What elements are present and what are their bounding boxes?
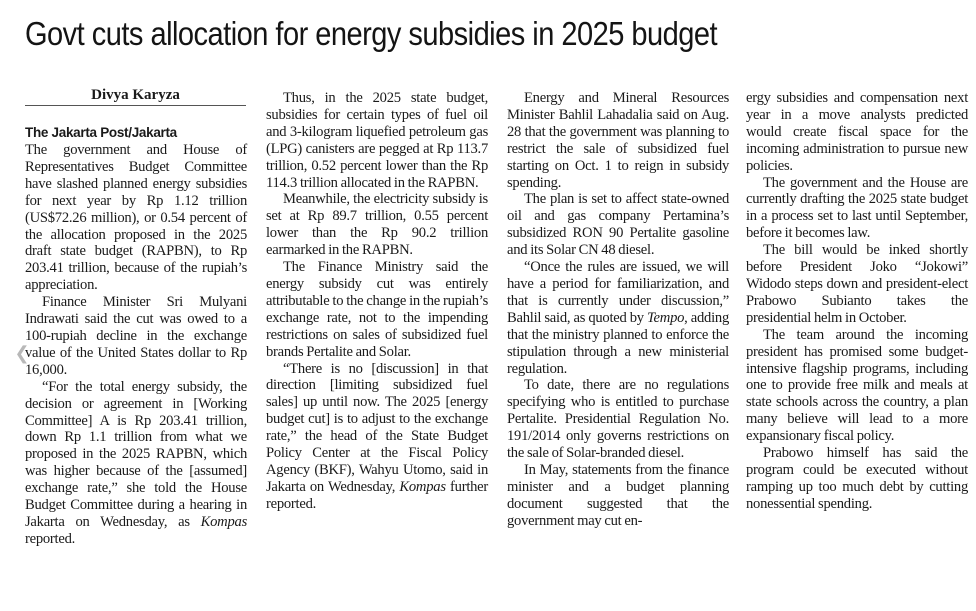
- byline-author: Divya Karyza: [91, 87, 180, 103]
- paragraph: [507, 259, 729, 377]
- paragraph-text: “Once the rules are issued, we will have a period for familiarization, and that is currently under discussion,” Bahlil said, as quoted by: [507, 259, 729, 326]
- article-column-2: [266, 90, 488, 513]
- paragraph: [266, 361, 488, 513]
- byline: [25, 86, 246, 106]
- dateline: The Jakarta Post/Jakarta: [25, 125, 177, 140]
- paragraph: Thus, in the 2025 state budget, subsidies for certain types of fuel oil and 3-kilogram liquefied petroleum gas (LPG) canisters are pegged at Rp 113.7 trillion, 0.52 percent lower than the Rp 114.3 trillion allocated in the RAPBN.: [266, 90, 488, 191]
- article-column-1: [25, 142, 247, 548]
- headline: Govt cuts allocation for energy subsidies in 2025 budget: [25, 15, 718, 52]
- paragraph-text: , adding that the ministry planned to enforce the stipulation through a new ministerial regulation.: [507, 309, 729, 377]
- paragraph: ergy subsidies and compensation next year in a move analysts predicted would create fiscal space for the incoming administration to pursue new policies.: [746, 90, 968, 174]
- paragraph: [25, 379, 247, 548]
- paragraph: To date, there are no regulations specifying who is entitled to purchase Pertalite. Presidential Regulation No. 191/2014 only governs restrictions on the sale of Solar-branded diesel.: [507, 377, 729, 462]
- paragraph-text: reported.: [25, 530, 76, 547]
- paragraph-text: further reported.: [266, 478, 489, 512]
- publication-name: Tempo: [647, 309, 685, 326]
- article-column-4: [746, 90, 968, 513]
- paragraph-text: “For the total energy subsidy, the decision or agreement in [Working Committee] A is Rp 203.41 trillion, down Rp 1.1 trillion from what we proposed in the 2025 RAPBN, which was higher because of the [assumed] exchange rate,” she told the House Budget Committee during a hearing in Jakarta on Wednesday, as: [25, 378, 247, 530]
- paragraph: Energy and Mineral Resources Minister Bahlil Lahadalia said on Aug. 28 that the government was planning to restrict the sale of subsidized fuel starting on Oct. 1 to reign in subsidy spending.: [507, 90, 729, 191]
- paragraph: The bill would be inked shortly before President Joko “Jokowi” Widodo steps down and president-elect Prabowo Subianto takes the presidential helm in October.: [746, 242, 968, 326]
- paragraph: The government and House of Representatives Budget Committee have slashed planned energy subsidies for next year by Rp 1.12 trillion (US$72.26 million), or 0.54 percent of the allocation proposed in the 2025 draft state budget (RAPBN), to Rp 203.41 trillion, because of the rupiah’s appreciation.: [25, 142, 247, 294]
- publication-name: Kompas: [399, 478, 446, 495]
- paragraph: The plan is set to affect state-owned oil and gas company Pertamina’s subsidized RON 90 Pertalite gasoline and its Solar CN 48 diesel.: [507, 191, 729, 259]
- paragraph: Meanwhile, the electricity subsidy is set at Rp 89.7 trillion, 0.55 percent lower than the Rp 90.2 trillion earmarked in the RAPBN.: [266, 191, 488, 259]
- paragraph: In May, statements from the finance minister and a budget planning document suggested that the government may cut en-: [507, 461, 729, 529]
- article-column-3: [507, 90, 729, 530]
- paragraph: Finance Minister Sri Mulyani Indrawati said the cut was owed to a 100-rupiah decline in the exchange value of the United States dollar to Rp 16,000.: [25, 294, 247, 378]
- previous-page-chevron-icon[interactable]: ❮: [14, 343, 30, 364]
- paragraph: The Finance Ministry said the energy subsidy cut was entirely attributable to the change in the rupiah’s exchange rate, not to the impending restrictions on sales of subsidized fuel brands Pertalite and Solar.: [266, 259, 488, 360]
- paragraph: The team around the incoming president has promised some budget-intensive flagship programs, including one to provide free milk and meals at state schools across the country, a plan many believe will lead to a more expansionary fiscal policy.: [746, 326, 968, 445]
- publication-name: Kompas: [200, 513, 247, 530]
- paragraph: The government and the House are currently drafting the 2025 state budget in a process set to last until September, before it becomes law.: [746, 174, 968, 242]
- paragraph-text: “There is no [discussion] in that direction [limiting subsidized fuel sales] up until now. The 2025 [energy budget cut] is to adjust to the exchange rate,” the head of the State Budget Policy Center at the Fiscal Policy Agency (BKF), Wahyu Utomo, said in Jakarta on Wednesday,: [266, 360, 488, 495]
- paragraph: Prabowo himself has said the program could be executed without ramping up too much debt by cutting nonessential spending.: [746, 445, 968, 512]
